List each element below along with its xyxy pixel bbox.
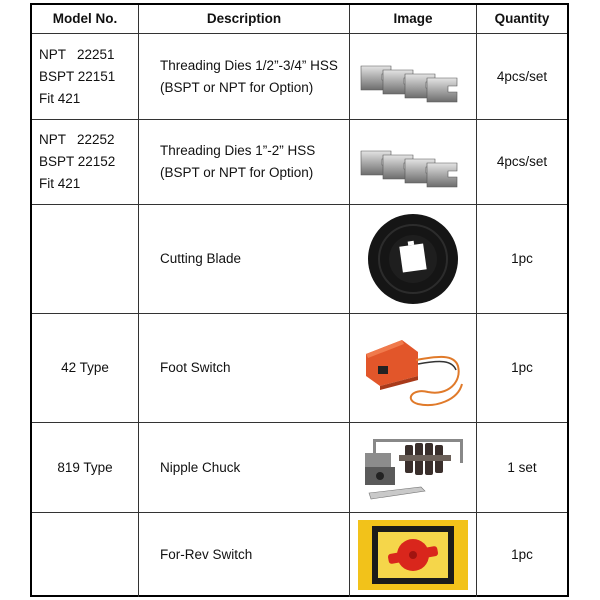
model-line: 819 Type [57, 459, 113, 475]
table-row [32, 513, 567, 597]
table-row [32, 314, 567, 423]
description-cell [139, 205, 350, 313]
description-line: Foot Switch [160, 360, 231, 375]
description-cell [139, 513, 350, 597]
foot-switch-icon [358, 326, 468, 410]
table-row [32, 34, 567, 120]
header-image: Image [350, 5, 477, 33]
model-cell [32, 513, 139, 597]
header-model: Model No. [32, 5, 139, 33]
image-cell [350, 423, 477, 512]
table-row [32, 205, 567, 314]
image-cell [350, 120, 477, 204]
model-line: BSPT 22151 [39, 68, 116, 84]
model-line: Fit 421 [39, 176, 81, 191]
model-cell [32, 120, 139, 204]
table-row [32, 423, 567, 513]
description-line: Threading Dies 1/2”-3/4” HSS [160, 57, 338, 73]
description-cell [139, 120, 350, 204]
description-line: Threading Dies 1”-2” HSS [160, 143, 316, 158]
model-line: NPT 22251 [39, 46, 115, 62]
header-quantity: Quantity [494, 11, 550, 26]
model-line: NPT 22252 [39, 132, 115, 147]
header-description: Description [139, 5, 350, 33]
description-line: Nipple Chuck [160, 459, 241, 475]
threading-dies-icon [357, 133, 469, 191]
table-header-row [32, 5, 567, 34]
model-line: BSPT 22152 [39, 154, 116, 169]
image-cell [350, 513, 477, 597]
model-cell [32, 314, 139, 422]
image-cell [350, 314, 477, 422]
model-line: Fit 421 [39, 90, 81, 106]
model-line: 42 Type [61, 360, 109, 375]
description-cell [139, 314, 350, 422]
description-cell [139, 423, 350, 512]
table-row [32, 120, 567, 205]
threading-dies-icon [357, 48, 469, 106]
quantity-cell: 1pc [511, 251, 533, 266]
description-line: Cutting Blade [160, 251, 242, 266]
description-line: For-Rev Switch [160, 547, 253, 562]
description-line: (BSPT or NPT for Option) [160, 165, 314, 180]
model-cell [32, 423, 139, 512]
model-cell [32, 34, 139, 119]
model-cell [32, 205, 139, 313]
image-cell [350, 205, 477, 313]
cutting-blade-icon [365, 211, 461, 307]
for-rev-switch-icon [358, 520, 468, 590]
quantity-cell: 1 set [507, 459, 537, 475]
nipple-chuck-icon [361, 431, 465, 505]
quantity-cell: 4pcs/set [496, 68, 548, 84]
quantity-cell: 4pcs/set [496, 154, 548, 169]
quantity-cell: 1pc [511, 360, 533, 375]
description-line: (BSPT or NPT for Option) [160, 79, 314, 95]
parts-table [30, 3, 569, 597]
description-cell [139, 34, 350, 119]
quantity-cell: 1pc [511, 547, 533, 562]
image-cell [350, 34, 477, 119]
